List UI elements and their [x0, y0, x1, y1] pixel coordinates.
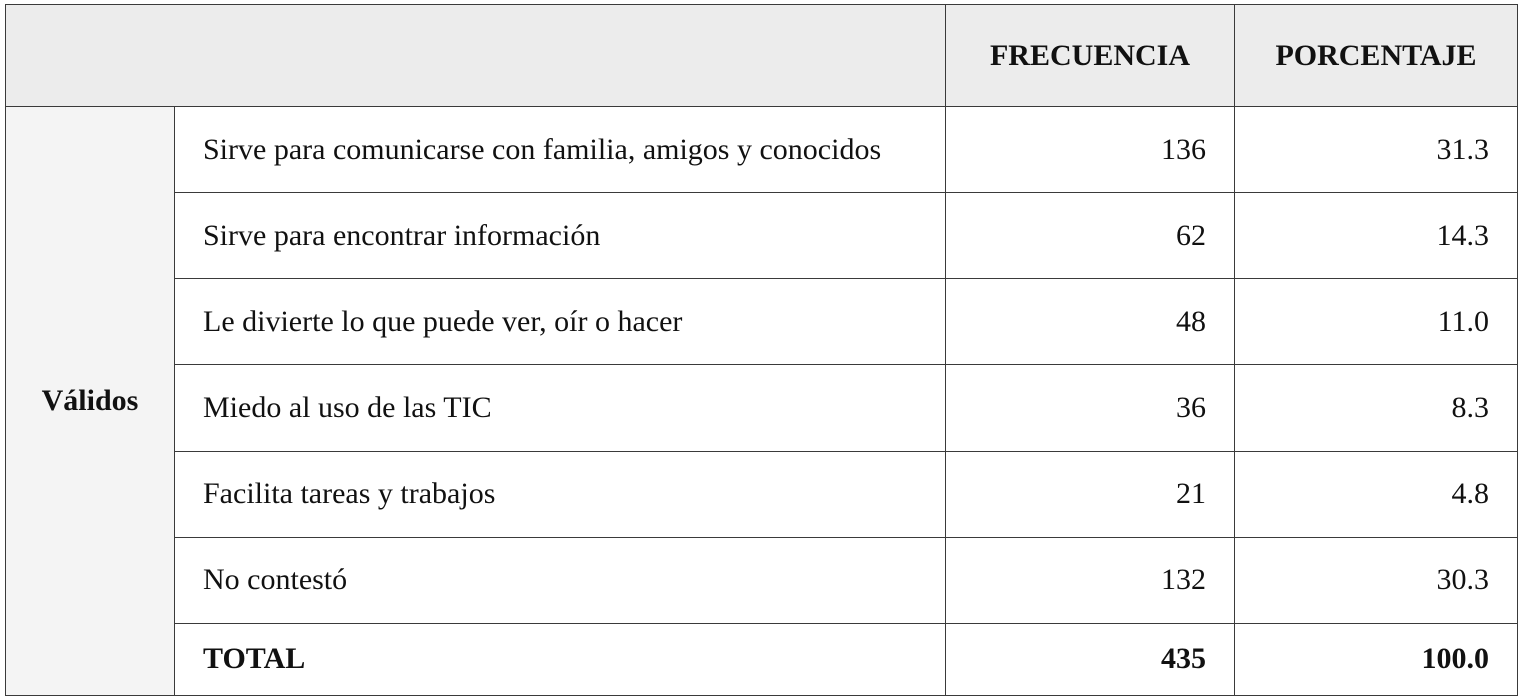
total-label: TOTAL [175, 623, 946, 695]
header-percentage: PORCENTAJE [1235, 5, 1518, 107]
row-label: Facilita tareas y trabajos [175, 451, 946, 537]
table-row [6, 451, 1518, 537]
table-row [6, 279, 1518, 365]
row-label: Sirve para comunicarse con familia, amigos y conocidos [175, 107, 946, 193]
group-label-valid: Válidos [6, 107, 175, 696]
row-percentage: 14.3 [1235, 193, 1518, 279]
row-percentage: 31.3 [1235, 107, 1518, 193]
row-percentage: 11.0 [1235, 279, 1518, 365]
row-frequency: 136 [946, 107, 1235, 193]
total-percentage: 100.0 [1235, 623, 1518, 695]
header-empty-cell [6, 5, 946, 107]
row-frequency: 21 [946, 451, 1235, 537]
table-row [6, 107, 1518, 193]
row-percentage: 30.3 [1235, 537, 1518, 623]
row-percentage: 8.3 [1235, 365, 1518, 451]
row-frequency: 36 [946, 365, 1235, 451]
total-frequency: 435 [946, 623, 1235, 695]
header-frequency: FRECUENCIA [946, 5, 1235, 107]
frequency-table-container [5, 4, 1517, 696]
row-label: Le divierte lo que puede ver, oír o hacer [175, 279, 946, 365]
row-percentage: 4.8 [1235, 451, 1518, 537]
row-label: Sirve para encontrar información [175, 193, 946, 279]
frequency-table [5, 4, 1518, 696]
total-row [6, 623, 1518, 695]
row-label: No contestó [175, 537, 946, 623]
table-row [6, 365, 1518, 451]
row-frequency: 48 [946, 279, 1235, 365]
row-frequency: 132 [946, 537, 1235, 623]
table-row [6, 193, 1518, 279]
row-frequency: 62 [946, 193, 1235, 279]
table-row [6, 537, 1518, 623]
table-header-row [6, 5, 1518, 107]
row-label: Miedo al uso de las TIC [175, 365, 946, 451]
